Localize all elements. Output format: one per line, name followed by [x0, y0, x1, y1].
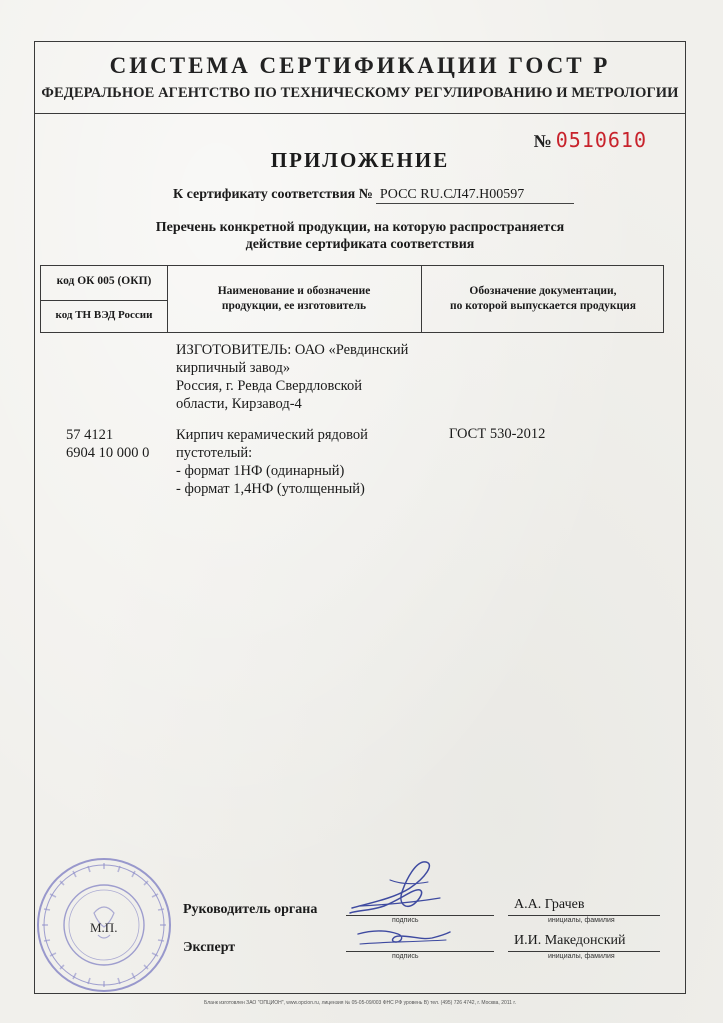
certificate-reference: [173, 187, 574, 204]
seal-label: М.П.: [90, 920, 118, 935]
header-doc-line-1: Обозначение документации,: [469, 285, 617, 297]
certificate-label: К сертификату соответствия №: [173, 187, 373, 202]
agency-name: ФЕДЕРАЛЬНОЕ АГЕНТСТВО ПО ТЕХНИЧЕСКОМУ РЕГУЛИРОВАНИЮ И МЕТРОЛОГИИ: [41, 85, 679, 101]
header-product-line-1: Наименование и обозначение: [217, 285, 371, 297]
product-description: [176, 426, 368, 498]
manufacturer-line: кирпичный завод»: [176, 360, 291, 376]
header-okp-code: код ОК 005 (ОКП): [56, 275, 152, 287]
intro-line-1: Перечень конкретной продукции, на которую распространяется: [155, 220, 565, 235]
product-format: - формат 1,4НФ (утолщенный): [176, 481, 365, 497]
intro-text: [34, 219, 686, 253]
expert-label: Эксперт: [183, 940, 236, 955]
head-signature-icon: [340, 858, 450, 920]
expert-name-caption: инициалы, фамилия: [548, 953, 615, 960]
header-product-line-2: продукции, ее изготовитель: [221, 300, 367, 312]
appendix-title: ПРИЛОЖЕНИЕ: [270, 148, 450, 172]
table-header: [40, 265, 664, 333]
manufacturer-line: области, Кирзавод-4: [176, 396, 302, 412]
form-number-prefix: №: [533, 131, 552, 151]
product-format: - формат 1НФ (одинарный): [176, 463, 345, 479]
head-name-caption: инициалы, фамилия: [548, 917, 615, 924]
form-number-value: 0510610: [555, 128, 647, 152]
head-name: А.А. Грачев: [514, 897, 585, 912]
certificate-number: РОСС RU.СЛ47.Н00597: [376, 187, 574, 204]
table-divider: [41, 300, 167, 301]
expert-name: И.И. Македонский: [514, 933, 626, 948]
header-doc-line-2: по которой выпускается продукция: [450, 300, 636, 312]
product-standard: ГОСТ 530-2012: [449, 426, 546, 442]
expert-signature-caption: подпись: [392, 953, 419, 960]
product-name-line: Кирпич керамический рядовой: [176, 427, 368, 443]
intro-line-2: действие сертификата соответствия: [245, 237, 475, 252]
tnved-code: 6904 10 000 0: [66, 445, 150, 461]
outer-frame: [34, 41, 686, 994]
product-codes: [66, 426, 149, 462]
manufacturer-block: [176, 341, 408, 413]
head-name-line: [508, 915, 660, 916]
header-documentation: [421, 284, 665, 314]
manufacturer-line: ИЗГОТОВИТЕЛЬ: ОАО «Ревдинский: [176, 342, 409, 358]
expert-name-line: [508, 951, 660, 952]
system-title: СИСТЕМА СЕРТИФИКАЦИИ ГОСТ Р: [109, 53, 611, 78]
head-label: Руководитель органа: [183, 902, 318, 917]
okp-code: 57 4121: [66, 427, 114, 443]
header-tnved-code: код ТН ВЭД России: [55, 309, 153, 321]
header-product-name: [167, 284, 421, 314]
footer-imprint: Бланк изготовлен ЗАО "ОПЦИОН", www.opcion.ru, лицензия № 05-05-09/003 ФНС РФ уровень В) тел. (495) 726 4742, г. Москва, 2011 г.: [204, 1000, 516, 1006]
product-name-line: пустотелый:: [176, 445, 253, 461]
manufacturer-line: Россия, г. Ревда Свердловской: [176, 378, 362, 394]
head-signature-caption: подпись: [392, 917, 419, 924]
expert-signature-icon: [352, 920, 452, 954]
